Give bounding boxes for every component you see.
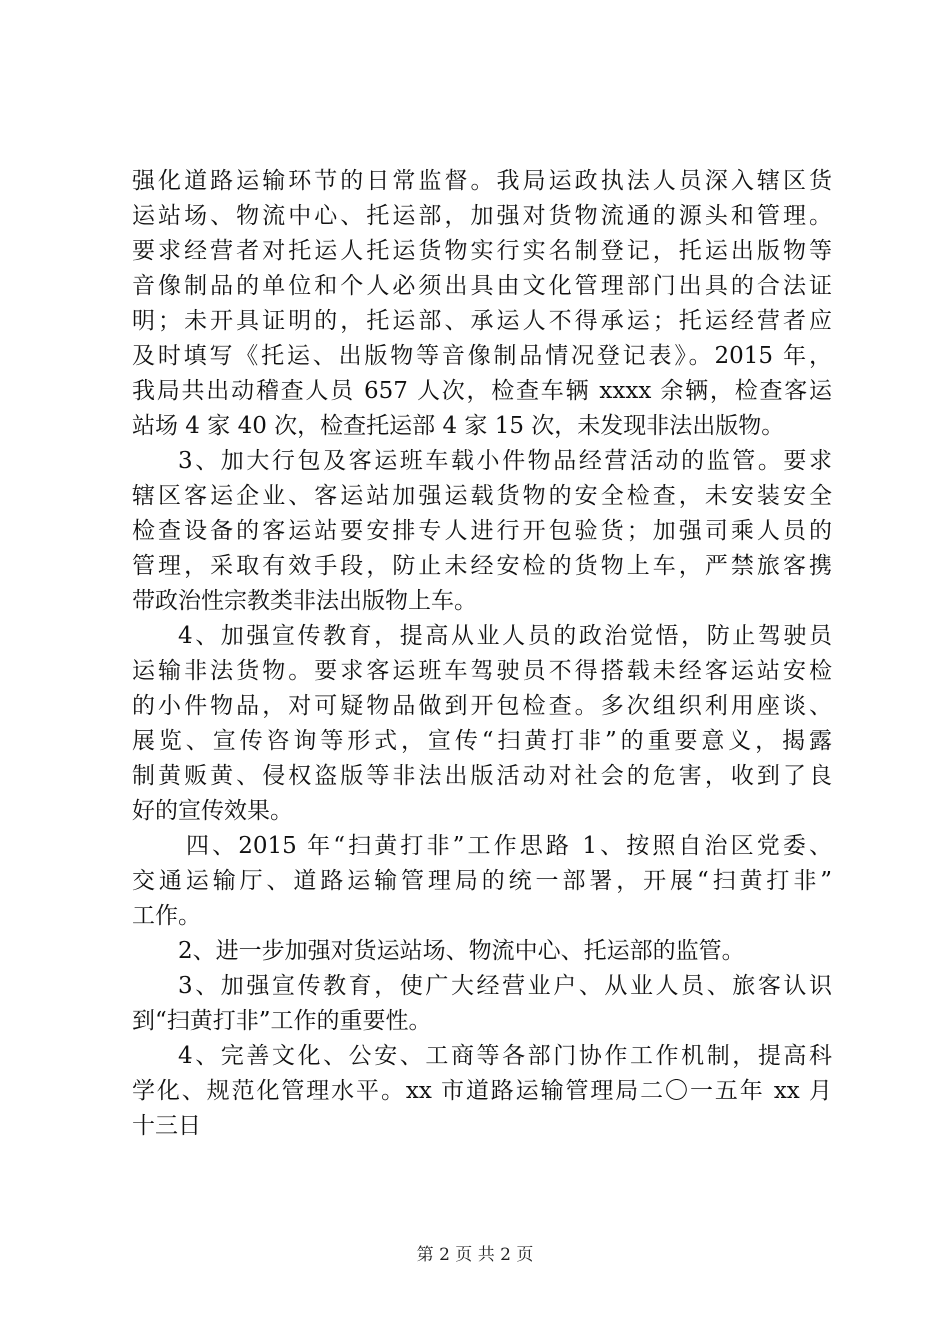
paragraph-start-line: 2、进一步加强对货运站场、物流中心、托运部的监管。 <box>178 938 745 964</box>
document-body <box>132 164 832 1144</box>
text-line: 明；未开具证明的，托运部、承运人不得承运；托运经营者应 <box>132 308 832 334</box>
text-line: 辖区客运企业、客运站加强运载货物的安全检查，未安装安全 <box>132 483 832 509</box>
paragraph-start-line: 4、加强宣传教育，提高从业人员的政治觉悟，防止驾驶员 <box>178 623 832 649</box>
text-line: 工作。 <box>132 903 201 929</box>
text-line: 强化道路运输环节的日常监督。我局运政执法人员深入辖区货 <box>132 168 832 194</box>
text-line: 运站场、物流中心、托运部，加强对货物流通的源头和管理。 <box>132 203 832 229</box>
text-line: 要求经营者对托运人托运货物实行实名制登记，托运出版物等 <box>132 238 832 264</box>
page-number-footer: 第 2 页 共 2 页 <box>416 1245 534 1265</box>
text-line: 十三日 <box>132 1113 201 1139</box>
text-line: 展览、宣传咨询等形式，宣传“扫黄打非”的重要意义，揭露 <box>132 728 832 754</box>
text-line: 到“扫黄打非”工作的重要性。 <box>132 1008 432 1034</box>
text-line: 我局共出动稽查人员 657 人次，检查车辆 xxxx 余辆，检查客运 <box>132 378 832 404</box>
text-line: 检查设备的客运站要安排专人进行开包验货；加强司乘人员的 <box>132 518 832 544</box>
text-line: 制黄贩黄、侵权盗版等非法出版活动对社会的危害，收到了良 <box>132 763 832 789</box>
text-line: 学化、规范化管理水平。xx 市道路运输管理局二〇一五年 xx 月 <box>132 1078 832 1104</box>
paragraph-start-line: 四、2015 年“扫黄打非”工作思路 1、按照自治区党委、 <box>186 833 832 859</box>
text-line: 好的宣传效果。 <box>132 798 293 824</box>
text-line: 音像制品的单位和个人必须出具由文化管理部门出具的合法证 <box>132 273 832 299</box>
text-line: 及时填写《托运、出版物等音像制品情况登记表》。2015 年， <box>132 343 832 369</box>
paragraph-start-line: 3、加强宣传教育，使广大经营业户、从业人员、旅客认识 <box>178 973 832 999</box>
text-line: 运输非法货物。要求客运班车驾驶员不得搭载未经客运站安检 <box>132 658 832 684</box>
text-line: 管理，采取有效手段，防止未经安检的货物上车，严禁旅客携 <box>132 553 832 579</box>
text-line: 交通运输厅、道路运输管理局的统一部署，开展“扫黄打非” <box>132 868 832 894</box>
text-line: 带政治性宗教类非法出版物上车。 <box>132 588 477 614</box>
text-line: 站场 4 家 40 次，检查托运部 4 家 15 次，未发现非法出版物。 <box>132 413 785 439</box>
paragraph-start-line: 3、加大行包及客运班车载小件物品经营活动的监管。要求 <box>178 448 832 474</box>
text-line: 的小件物品，对可疑物品做到开包检查。多次组织利用座谈、 <box>132 693 832 719</box>
paragraph-start-line: 4、完善文化、公安、工商等各部门协作工作机制，提高科 <box>178 1043 832 1069</box>
